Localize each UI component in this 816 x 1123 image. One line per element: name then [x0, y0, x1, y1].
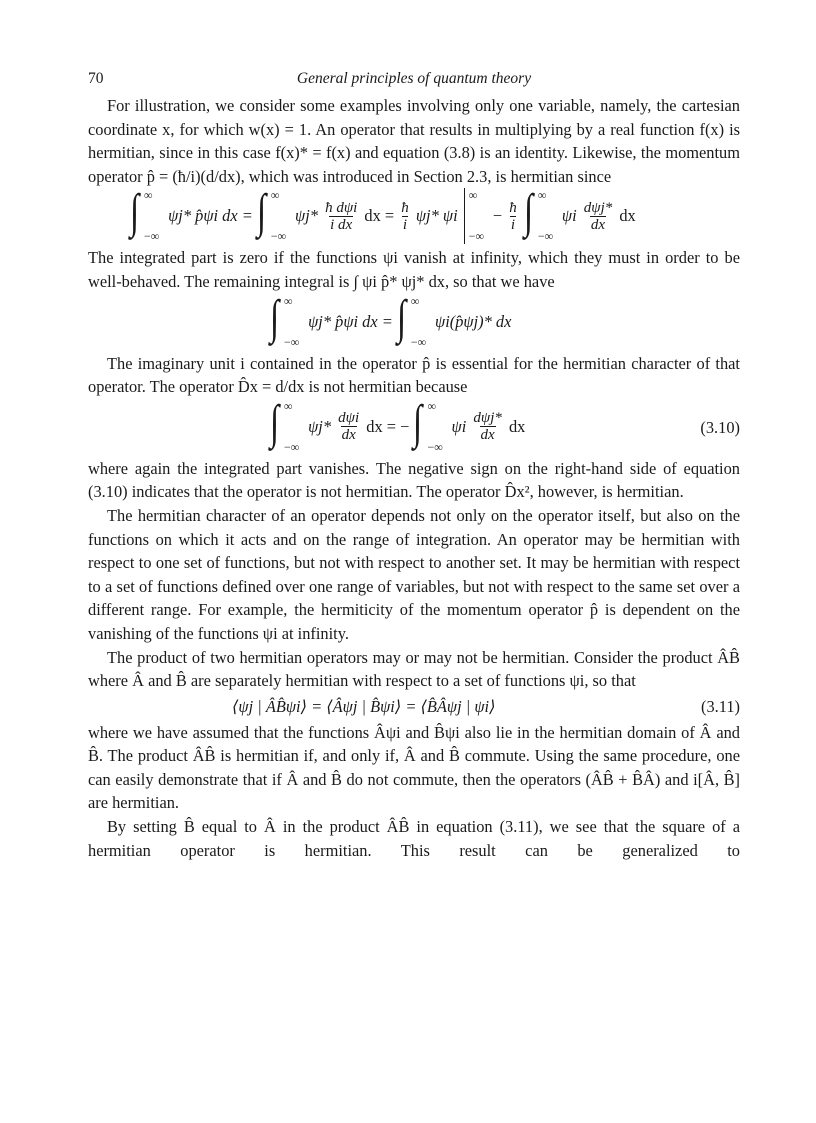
integral-sign: ∫ ∞ −∞: [130, 185, 160, 244]
equation-number: (3.10): [700, 417, 740, 437]
integral-sign: ∫ ∞ −∞: [523, 185, 554, 244]
equation-number: (3.11): [701, 696, 740, 716]
paragraph-1: For illustration, we consider some examples involving only one variable, namely, the cartesian coordinate x, for which w(x) = 1. An operator that results in multiplying by a real function f(x) is hermitian, since in this case f(x)* = f(x) and equation (3.8) is an identity. Likewise, the momentum operator p̂ = (ħ/i)(d/dx), which was introduced in Section 2.3, is hermitian since: [88, 96, 740, 186]
fraction: $\frac{ħ}{i}$: [509, 199, 517, 233]
page-number: 70: [88, 70, 104, 87]
integral-sign: ∫ ∞ −∞: [270, 395, 300, 454]
integral-sign: ∫ ∞ −∞: [270, 290, 300, 349]
equation-3-11: ⟨ψj | ÂB̂ψi⟩ = ⟨Âψj | B̂ψi⟩ = ⟨B̂Âψj | ψi⟩ (3.11): [232, 696, 740, 716]
page: [88, 70, 740, 862]
paragraph-6: The product of two hermitian operators may or may not be hermitian. Consider the product ÂB̂ where Â and B̂ are separately hermitian with respect to a set of functions ψi, so that: [88, 647, 740, 691]
paragraph-5: The hermitian character of an operator depends not only on the operator itself, but also on the functions on which it acts and on the range of integration. An operator may be hermitian with respect to one set of functions, but not with respect to another set. It may be hermitian with respect to a set of functions defined over one range of variables, but not with respect to the same set over a different range. For example, the hermiticity of the momentum operator p̂ is dependent on the vanishing of the functions ψi at infinity.: [88, 505, 740, 643]
equation-momentum-adjoint: ∫ ∞ −∞ ψj* p̂ψi dx = ∫ ∞ −∞ ψi(p̂ψj)* dx: [270, 290, 512, 349]
integral-sign: ∫ ∞ −∞: [256, 185, 287, 244]
evaluation-bar: ∞ −∞: [464, 188, 489, 244]
page-header: [88, 70, 740, 94]
fraction: $\frac{ħ}{i}$: [401, 199, 409, 233]
paragraph-3: The imaginary unit i contained in the operator p̂ is essential for the hermitian character of that operator. The operator D̂x = d/dx is not hermitian because: [88, 353, 740, 397]
paragraph-7: where we have assumed that the functions Âψi and B̂ψi also lie in the hermitian domain of Â and B̂. The product ÂB̂ is hermitian if, and only if, Â and B̂ commute. Using the same procedure, one can easily demonstrate that if Â and B̂ do not commute, then the operators (ÂB̂ + B̂Â) and i[Â, B̂] are hermitian.: [88, 722, 740, 813]
equation-momentum-hermitian: ∫ ∞ −∞ ψj* p̂ψi dx = ∫ ∞ −∞ ψj* $\frac{\text{ħ dψi}}{\text{i dx}}$ dx = $\frac{ħ}{i}$ ψj* ψi ∞ −∞ − $\frac{ħ}{i}$ ∫ ∞ −∞ ψi $\frac{\text{dψj*}}{dx}$ dx: [130, 185, 636, 244]
fraction: $\frac{\text{dψj*}}{dx}$: [583, 199, 613, 233]
paragraph-2: The integrated part is zero if the functions ψi vanish at infinity, which they must in order to be well-behaved. The remaining integral is ∫ ψi p̂* ψj* dx, so that we have: [88, 248, 740, 291]
equation-3-10: ∫ ∞ −∞ ψj* $\frac{\text{dψi}}{dx}$ dx = − ∫ ∞ −∞ ψi $\frac{\text{dψj*}}{dx}$ dx (3.10): [270, 395, 740, 454]
integral-sign: ∫ ∞ −∞: [413, 395, 443, 454]
fraction: $\frac{\text{ħ dψi}}{\text{i dx}}$: [325, 199, 358, 233]
fraction: $\frac{\text{dψj*}}{dx}$: [473, 410, 502, 444]
paragraph-4: where again the integrated part vanishes. The negative sign on the right-hand side of equation (3.10) indicates that the operator is not hermitian. The operator D̂x², however, is hermitian.: [88, 458, 740, 502]
fraction: $\frac{\text{dψi}}{dx}$: [338, 410, 360, 444]
running-title: General principles of quantum theory: [296, 70, 532, 87]
paragraph-8: By setting B̂ equal to Â in the product ÂB̂ in equation (3.11), we see that the square of a hermitian operator is hermitian. This result can be generalized to: [88, 817, 740, 860]
integral-sign: ∫ ∞ −∞: [396, 290, 427, 349]
